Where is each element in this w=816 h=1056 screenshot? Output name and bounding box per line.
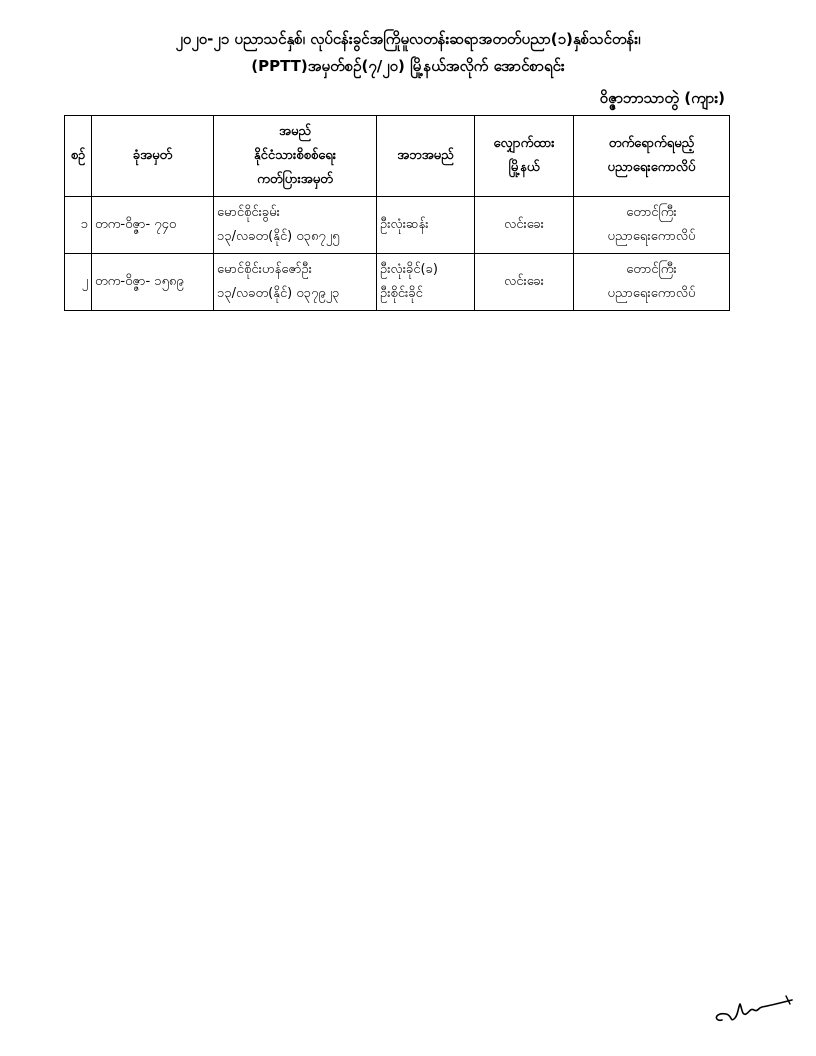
header-no: စဉ် — [65, 116, 92, 197]
header-roll-number: ခုံအမှတ် — [92, 116, 214, 197]
header-township-line-1: လျှောက်ထား — [493, 136, 555, 151]
cell-college — [574, 254, 730, 311]
cell-name-nrc — [214, 197, 377, 254]
document-subtitle: ဝိဇ္ဇာဘာသာတွဲ (ကျား) — [599, 89, 725, 107]
cell-father-name — [377, 197, 475, 254]
cell-father-line-1: ဦးလုံးခိုင်(ခ) — [380, 262, 438, 277]
header-college — [574, 116, 730, 197]
signature-stroke — [716, 1000, 792, 1020]
header-name-line-1: အမည် — [279, 124, 311, 139]
cell-college-line-1: တောင်ကြီး — [626, 205, 677, 220]
header-name-nrc — [214, 116, 377, 197]
table-row — [65, 254, 730, 311]
cell-roll-number: တက-ဝိဇ္ဇာ- ၁၅၈၉ — [92, 254, 214, 311]
header-name-line-3: ကတ်ပြားအမှတ် — [257, 172, 333, 187]
table-row — [65, 197, 730, 254]
document-title-line-1: ၂၀၂၀-၂၁ ပညာသင်နှစ်၊ လုပ်ငန်းခွင်အကြိုမူလတန်းဆရာအတတ်ပညာ(၁)နှစ်သင်တန်း၊ — [175, 30, 641, 48]
cell-father-name — [377, 254, 475, 311]
header-college-line-2: ပညာရေးကောလိပ် — [607, 160, 696, 175]
cell-father-line-2: ဦးစိုင်းခိုင် — [380, 286, 423, 301]
signature — [712, 992, 796, 1028]
header-name-line-2: နိုင်ငံသားစိစစ်ရေး — [253, 148, 337, 163]
cell-name: မောင်စိုင်းဟန်ဇော်ဦး — [217, 262, 312, 277]
cell-nrc: ၁၃/လခတ(နိုင်) ၀၃၈၇၂၅ — [217, 229, 340, 244]
cell-college — [574, 197, 730, 254]
document-title-line-2: (PPTT)အမှတ်စဉ်(၇/၂၀) မြို့နယ်အလိုက် အောင်စာရင်း — [251, 57, 565, 75]
header-township — [475, 116, 574, 197]
cell-nrc: ၁၃/လခတ(နိုင်) ၀၃၇၉၂၃ — [217, 286, 340, 301]
cell-college-line-1: တောင်ကြီး — [626, 262, 677, 277]
table-header-row — [65, 116, 730, 197]
cell-name: မောင်စိုင်းခွမ်း — [217, 205, 280, 220]
cell-name-nrc — [214, 254, 377, 311]
header-father-name: အဘအမည် — [377, 116, 475, 197]
cell-township: လင်းခေး — [475, 197, 574, 254]
results-table — [64, 115, 730, 311]
cell-college-line-2: ပညာရေးကောလိပ် — [607, 286, 696, 301]
cell-no: ၁ — [65, 197, 92, 254]
cell-no: ၂ — [65, 254, 92, 311]
header-college-line-1: တက်ရောက်ရမည့် — [608, 136, 695, 151]
cell-roll-number: တက-ဝိဇ္ဇာ- ၇၄၀ — [92, 197, 214, 254]
cell-father-line-1: ဦးလုံးဆန်း — [380, 217, 429, 232]
cell-college-line-2: ပညာရေးကောလိပ် — [607, 229, 696, 244]
header-township-line-2: မြို့နယ် — [508, 160, 540, 175]
cell-township: လင်းခေး — [475, 254, 574, 311]
